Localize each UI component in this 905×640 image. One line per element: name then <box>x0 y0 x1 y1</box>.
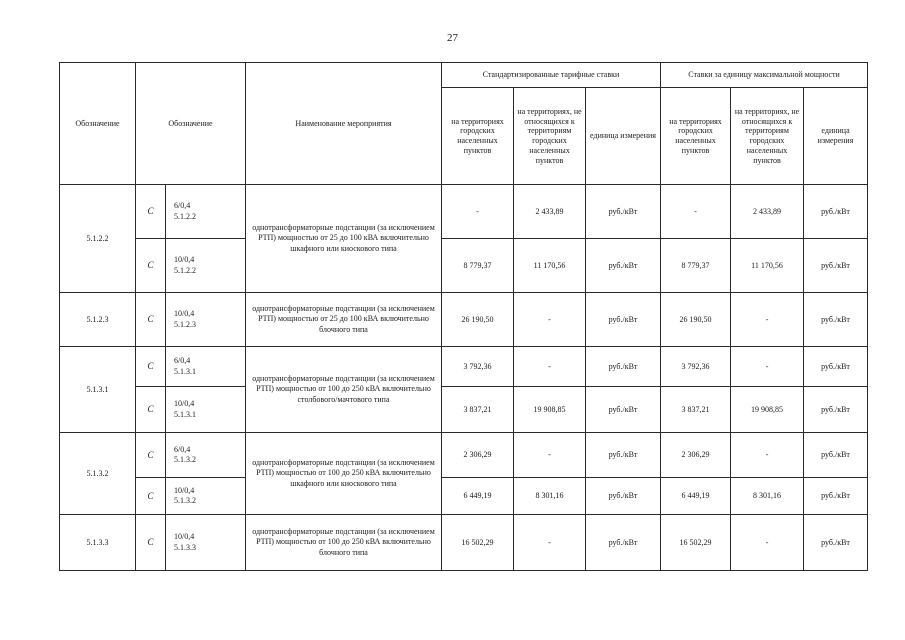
table-row <box>60 433 868 478</box>
max-nonurban-value: 2 433,89 <box>731 185 804 239</box>
category-letter: С <box>136 347 166 387</box>
max-unit: руб./кВт <box>804 515 868 571</box>
voltage-subcode: 5.1.2.3 <box>174 319 196 329</box>
std-urban-value: 26 190,50 <box>442 293 514 347</box>
header-std-unit: единица измерения <box>586 88 661 185</box>
category-letter: С <box>136 433 166 478</box>
voltage-class <box>166 387 246 433</box>
item-code: 5.1.3.1 <box>60 347 136 433</box>
std-urban-value: 6 449,19 <box>442 478 514 515</box>
voltage-class <box>166 293 246 347</box>
std-nonurban-value: 11 170,56 <box>514 239 586 293</box>
std-nonurban-value: - <box>514 515 586 571</box>
max-unit: руб./кВт <box>804 293 868 347</box>
std-unit: руб./кВт <box>586 347 661 387</box>
item-code: 5.1.3.2 <box>60 433 136 515</box>
table-header <box>60 63 868 185</box>
table-row <box>60 347 868 387</box>
voltage-value: 6/0,4 <box>174 356 191 366</box>
std-unit: руб./кВт <box>586 293 661 347</box>
voltage-class <box>166 347 246 387</box>
item-code: 5.1.2.2 <box>60 185 136 293</box>
max-urban-value: 3 837,21 <box>661 387 731 433</box>
voltage-value: 10/0,4 <box>174 309 195 319</box>
max-nonurban-value: - <box>731 347 804 387</box>
voltage-class <box>166 185 246 239</box>
measure-description: однотрансформаторные подстанции (за исключением РТП) мощностью от 100 до 250 кВА включительно шкафного или киоскового типа <box>246 433 442 515</box>
std-nonurban-value: 19 908,85 <box>514 387 586 433</box>
max-nonurban-value: 19 908,85 <box>731 387 804 433</box>
max-urban-value: 8 779,37 <box>661 239 731 293</box>
max-unit: руб./кВт <box>804 433 868 478</box>
max-urban-value: - <box>661 185 731 239</box>
category-letter: С <box>136 387 166 433</box>
voltage-value: 10/0,4 <box>174 399 195 409</box>
table-row <box>60 239 868 293</box>
std-urban-value: 3 837,21 <box>442 387 514 433</box>
measure-description: однотрансформаторные подстанции (за исключением РТП) мощностью от 25 до 100 кВА включительно блочного типа <box>246 293 442 347</box>
max-unit: руб./кВт <box>804 347 868 387</box>
std-nonurban-value: - <box>514 347 586 387</box>
header-max-nonurban: на территориях, не относящихся к территориям городских населенных пунктов <box>731 88 804 185</box>
max-urban-value: 16 502,29 <box>661 515 731 571</box>
header-designation-2: Обозначение <box>136 63 246 185</box>
std-nonurban-value: 2 433,89 <box>514 185 586 239</box>
voltage-subcode: 5.1.2.2 <box>174 265 196 275</box>
std-urban-value: 2 306,29 <box>442 433 514 478</box>
header-max-unit: единица измерения <box>804 88 868 185</box>
max-urban-value: 3 792,36 <box>661 347 731 387</box>
max-nonurban-value: - <box>731 293 804 347</box>
voltage-value: 10/0,4 <box>174 532 195 542</box>
measure-description: однотрансформаторные подстанции (за исключением РТП) мощностью от 25 до 100 кВА включительно шкафного или киоскового типа <box>246 185 442 293</box>
max-nonurban-value: 11 170,56 <box>731 239 804 293</box>
max-unit: руб./кВт <box>804 478 868 515</box>
page-number: 27 <box>447 32 458 44</box>
table-row <box>60 185 868 239</box>
header-max-urban: на территориях городских населенных пунктов <box>661 88 731 185</box>
max-urban-value: 2 306,29 <box>661 433 731 478</box>
max-unit: руб./кВт <box>804 387 868 433</box>
std-unit: руб./кВт <box>586 239 661 293</box>
category-letter: С <box>136 239 166 293</box>
voltage-class <box>166 478 246 515</box>
category-letter: С <box>136 478 166 515</box>
std-nonurban-value: 8 301,16 <box>514 478 586 515</box>
voltage-value: 6/0,4 <box>174 444 191 454</box>
category-letter: С <box>136 185 166 239</box>
header-designation-1: Обозначение <box>60 63 136 185</box>
max-unit: руб./кВт <box>804 239 868 293</box>
header-measure-name: Наименование мероприятия <box>246 63 442 185</box>
table-row <box>60 387 868 433</box>
voltage-class <box>166 433 246 478</box>
table-row <box>60 293 868 347</box>
header-standard-rates: Стандартизированные тарифные ставки <box>442 63 661 88</box>
category-letter: С <box>136 293 166 347</box>
table-body <box>60 185 868 571</box>
std-urban-value: 16 502,29 <box>442 515 514 571</box>
std-unit: руб./кВт <box>586 478 661 515</box>
voltage-subcode: 5.1.3.2 <box>174 455 196 464</box>
header-max-power-rates: Ставки за единицу максимальной мощности <box>661 63 868 88</box>
header-std-nonurban: на территориях, не относящихся к территориям городских населенных пунктов <box>514 88 586 185</box>
voltage-subcode: 5.1.3.2 <box>174 496 196 505</box>
voltage-subcode: 5.1.2.2 <box>174 211 196 221</box>
tariff-table <box>59 62 868 571</box>
std-nonurban-value: - <box>514 433 586 478</box>
std-urban-value: 8 779,37 <box>442 239 514 293</box>
max-nonurban-value: - <box>731 515 804 571</box>
measure-description: однотрансформаторные подстанции (за исключением РТП) мощностью от 100 до 250 кВА включительно столбового/мачтового типа <box>246 347 442 433</box>
std-urban-value: - <box>442 185 514 239</box>
std-unit: руб./кВт <box>586 515 661 571</box>
max-urban-value: 6 449,19 <box>661 478 731 515</box>
max-nonurban-value: - <box>731 433 804 478</box>
voltage-subcode: 5.1.3.3 <box>174 542 196 552</box>
voltage-value: 10/0,4 <box>174 485 195 495</box>
std-unit: руб./кВт <box>586 433 661 478</box>
std-unit: руб./кВт <box>586 387 661 433</box>
voltage-subcode: 5.1.3.1 <box>174 409 196 419</box>
voltage-value: 10/0,4 <box>174 255 195 265</box>
max-urban-value: 26 190,50 <box>661 293 731 347</box>
std-unit: руб./кВт <box>586 185 661 239</box>
std-nonurban-value: - <box>514 293 586 347</box>
max-unit: руб./кВт <box>804 185 868 239</box>
measure-description: однотрансформаторные подстанции (за исключением РТП) мощностью от 100 до 250 кВА включительно блочного типа <box>246 515 442 571</box>
category-letter: С <box>136 515 166 571</box>
table-row <box>60 478 868 515</box>
header-std-urban: на территориях городских населенных пунктов <box>442 88 514 185</box>
item-code: 5.1.3.3 <box>60 515 136 571</box>
voltage-class <box>166 515 246 571</box>
std-urban-value: 3 792,36 <box>442 347 514 387</box>
voltage-value: 6/0,4 <box>174 201 191 211</box>
max-nonurban-value: 8 301,16 <box>731 478 804 515</box>
voltage-class <box>166 239 246 293</box>
table-row <box>60 515 868 571</box>
item-code: 5.1.2.3 <box>60 293 136 347</box>
voltage-subcode: 5.1.3.1 <box>174 366 196 376</box>
